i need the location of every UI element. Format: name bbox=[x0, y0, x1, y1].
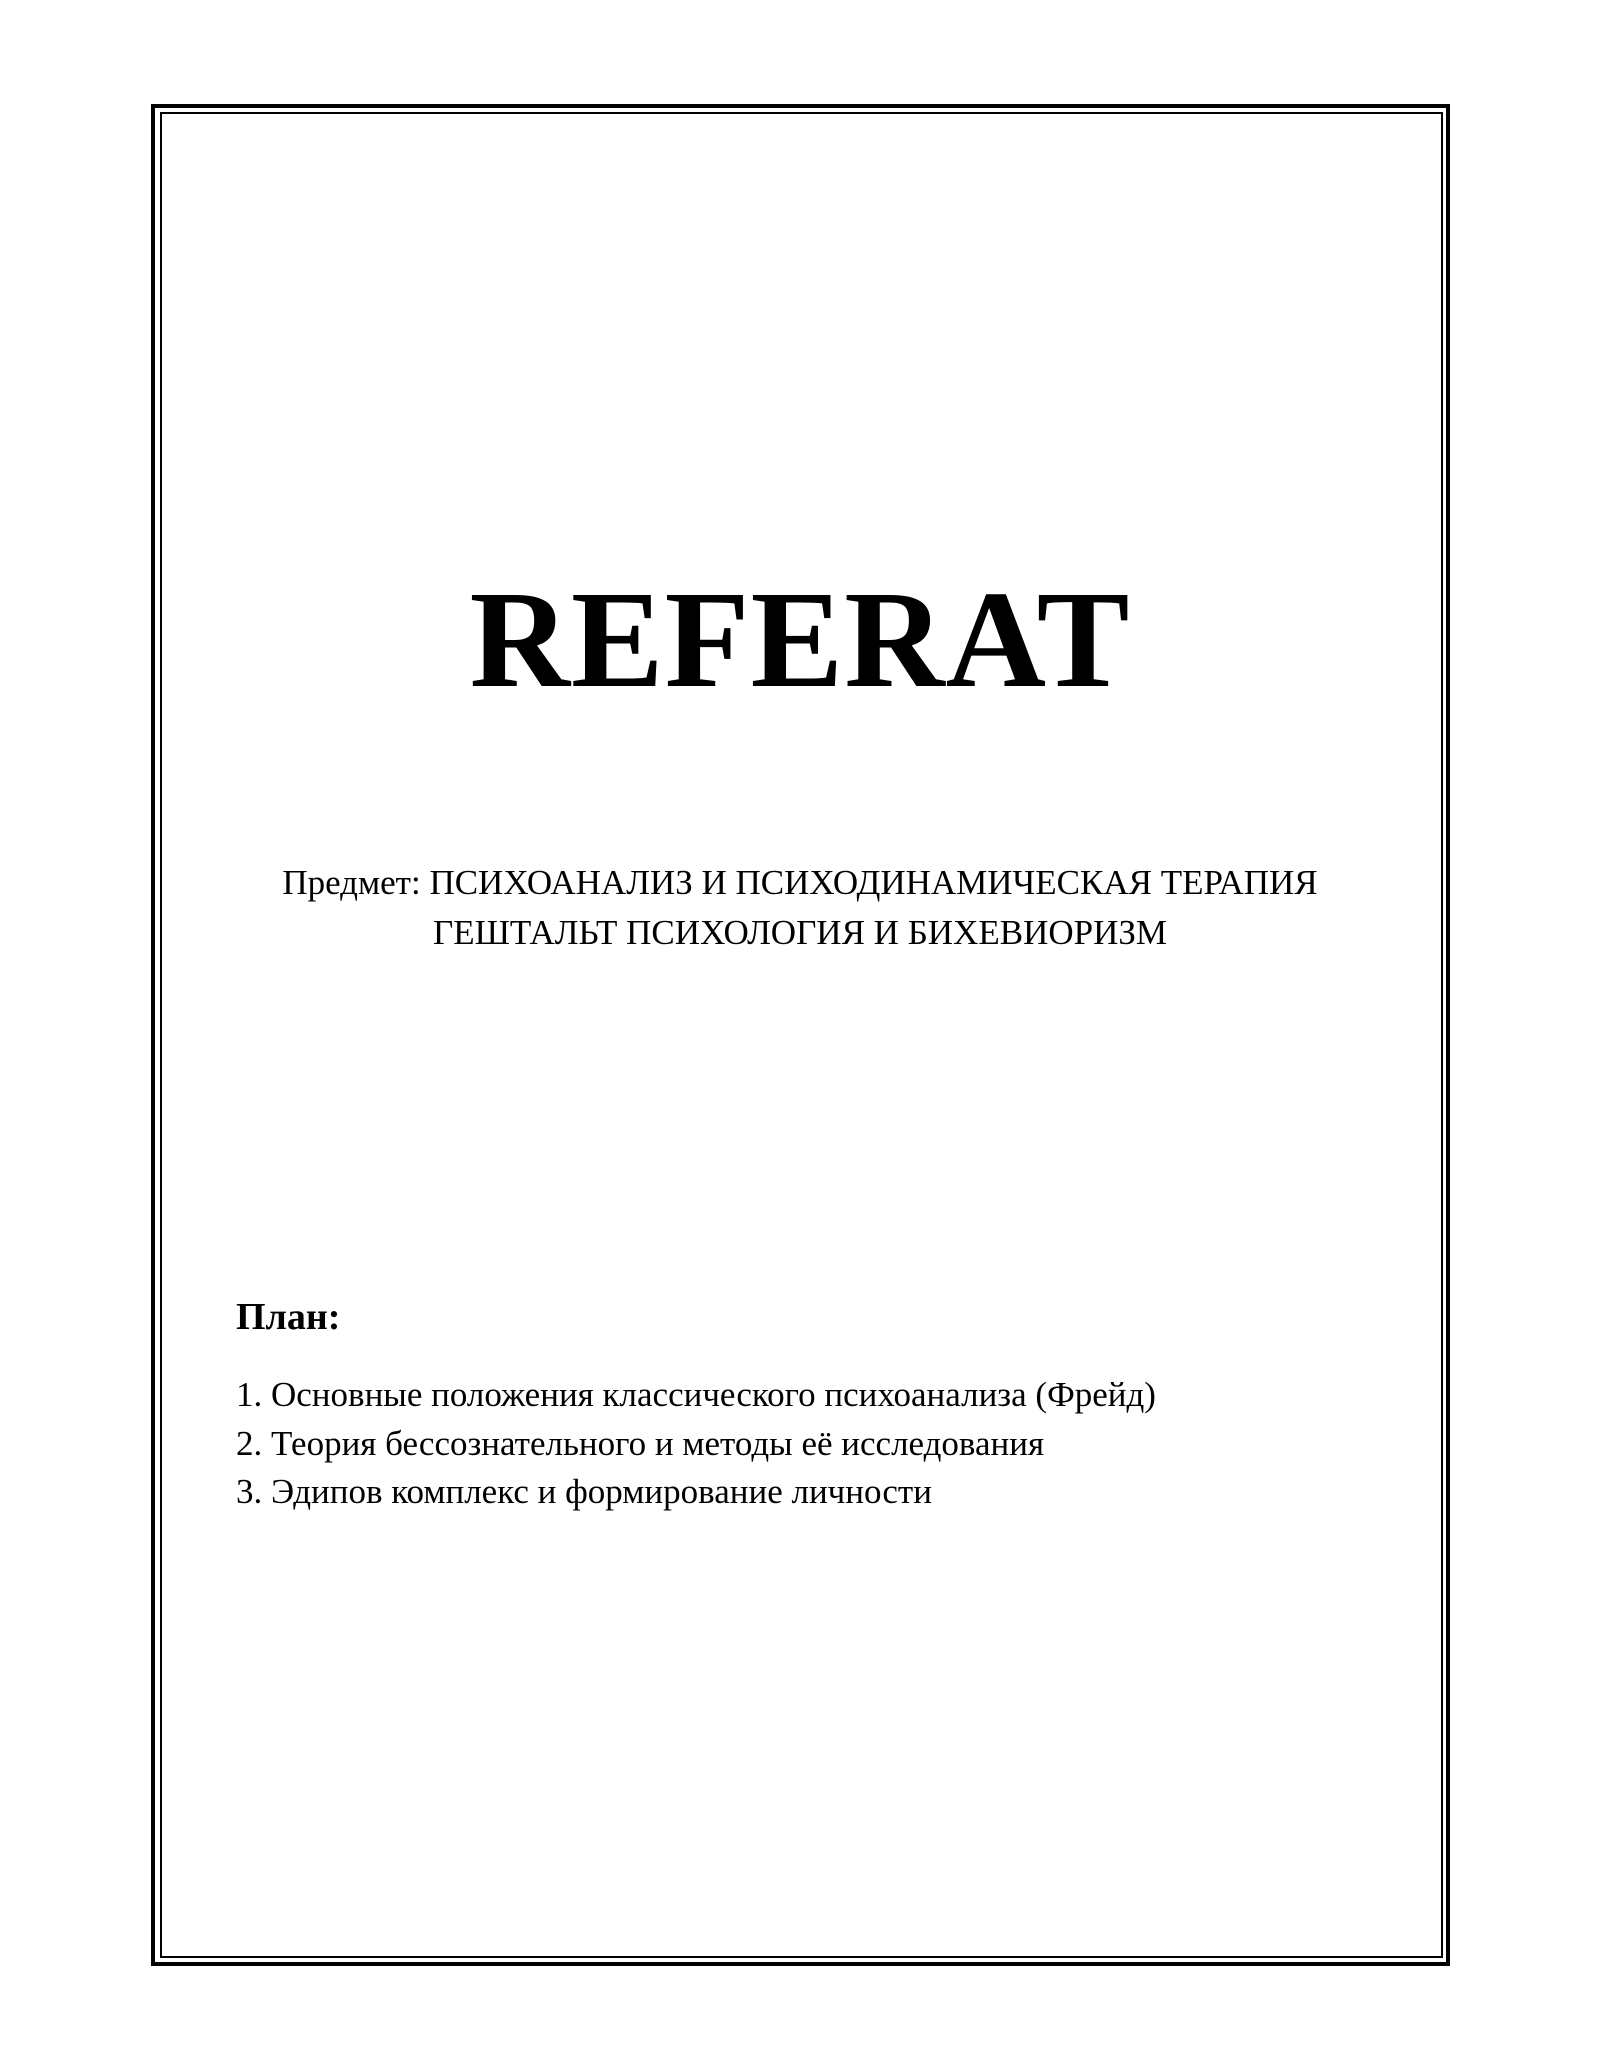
document-title: REFERAT bbox=[469, 563, 1131, 717]
plan-item-3: 3. Эдипов комплекс и формирование личности bbox=[236, 1472, 932, 1511]
plan-list bbox=[236, 1371, 1156, 1517]
subject-block bbox=[0, 858, 1600, 958]
subject-line-1-text: ПСИХОАНАЛИЗ И ПСИХОДИНАМИЧЕСКАЯ ТЕРАПИЯ bbox=[429, 863, 1318, 902]
page-border-inner bbox=[160, 112, 1443, 1958]
plan-heading: План: bbox=[236, 1296, 341, 1338]
subject-label: Предмет: bbox=[282, 863, 421, 902]
subject-line-2: ГЕШТАЛЬТ ПСИХОЛОГИЯ И БИХЕВИОРИЗМ bbox=[432, 913, 1168, 952]
plan-item-2: 2. Теория бессознательного и методы её исследования bbox=[236, 1423, 1045, 1463]
plan-item-1: 1. Основные положения классического психоанализа (Фрейд) bbox=[236, 1375, 1156, 1414]
subject-line-1 bbox=[0, 858, 1600, 908]
